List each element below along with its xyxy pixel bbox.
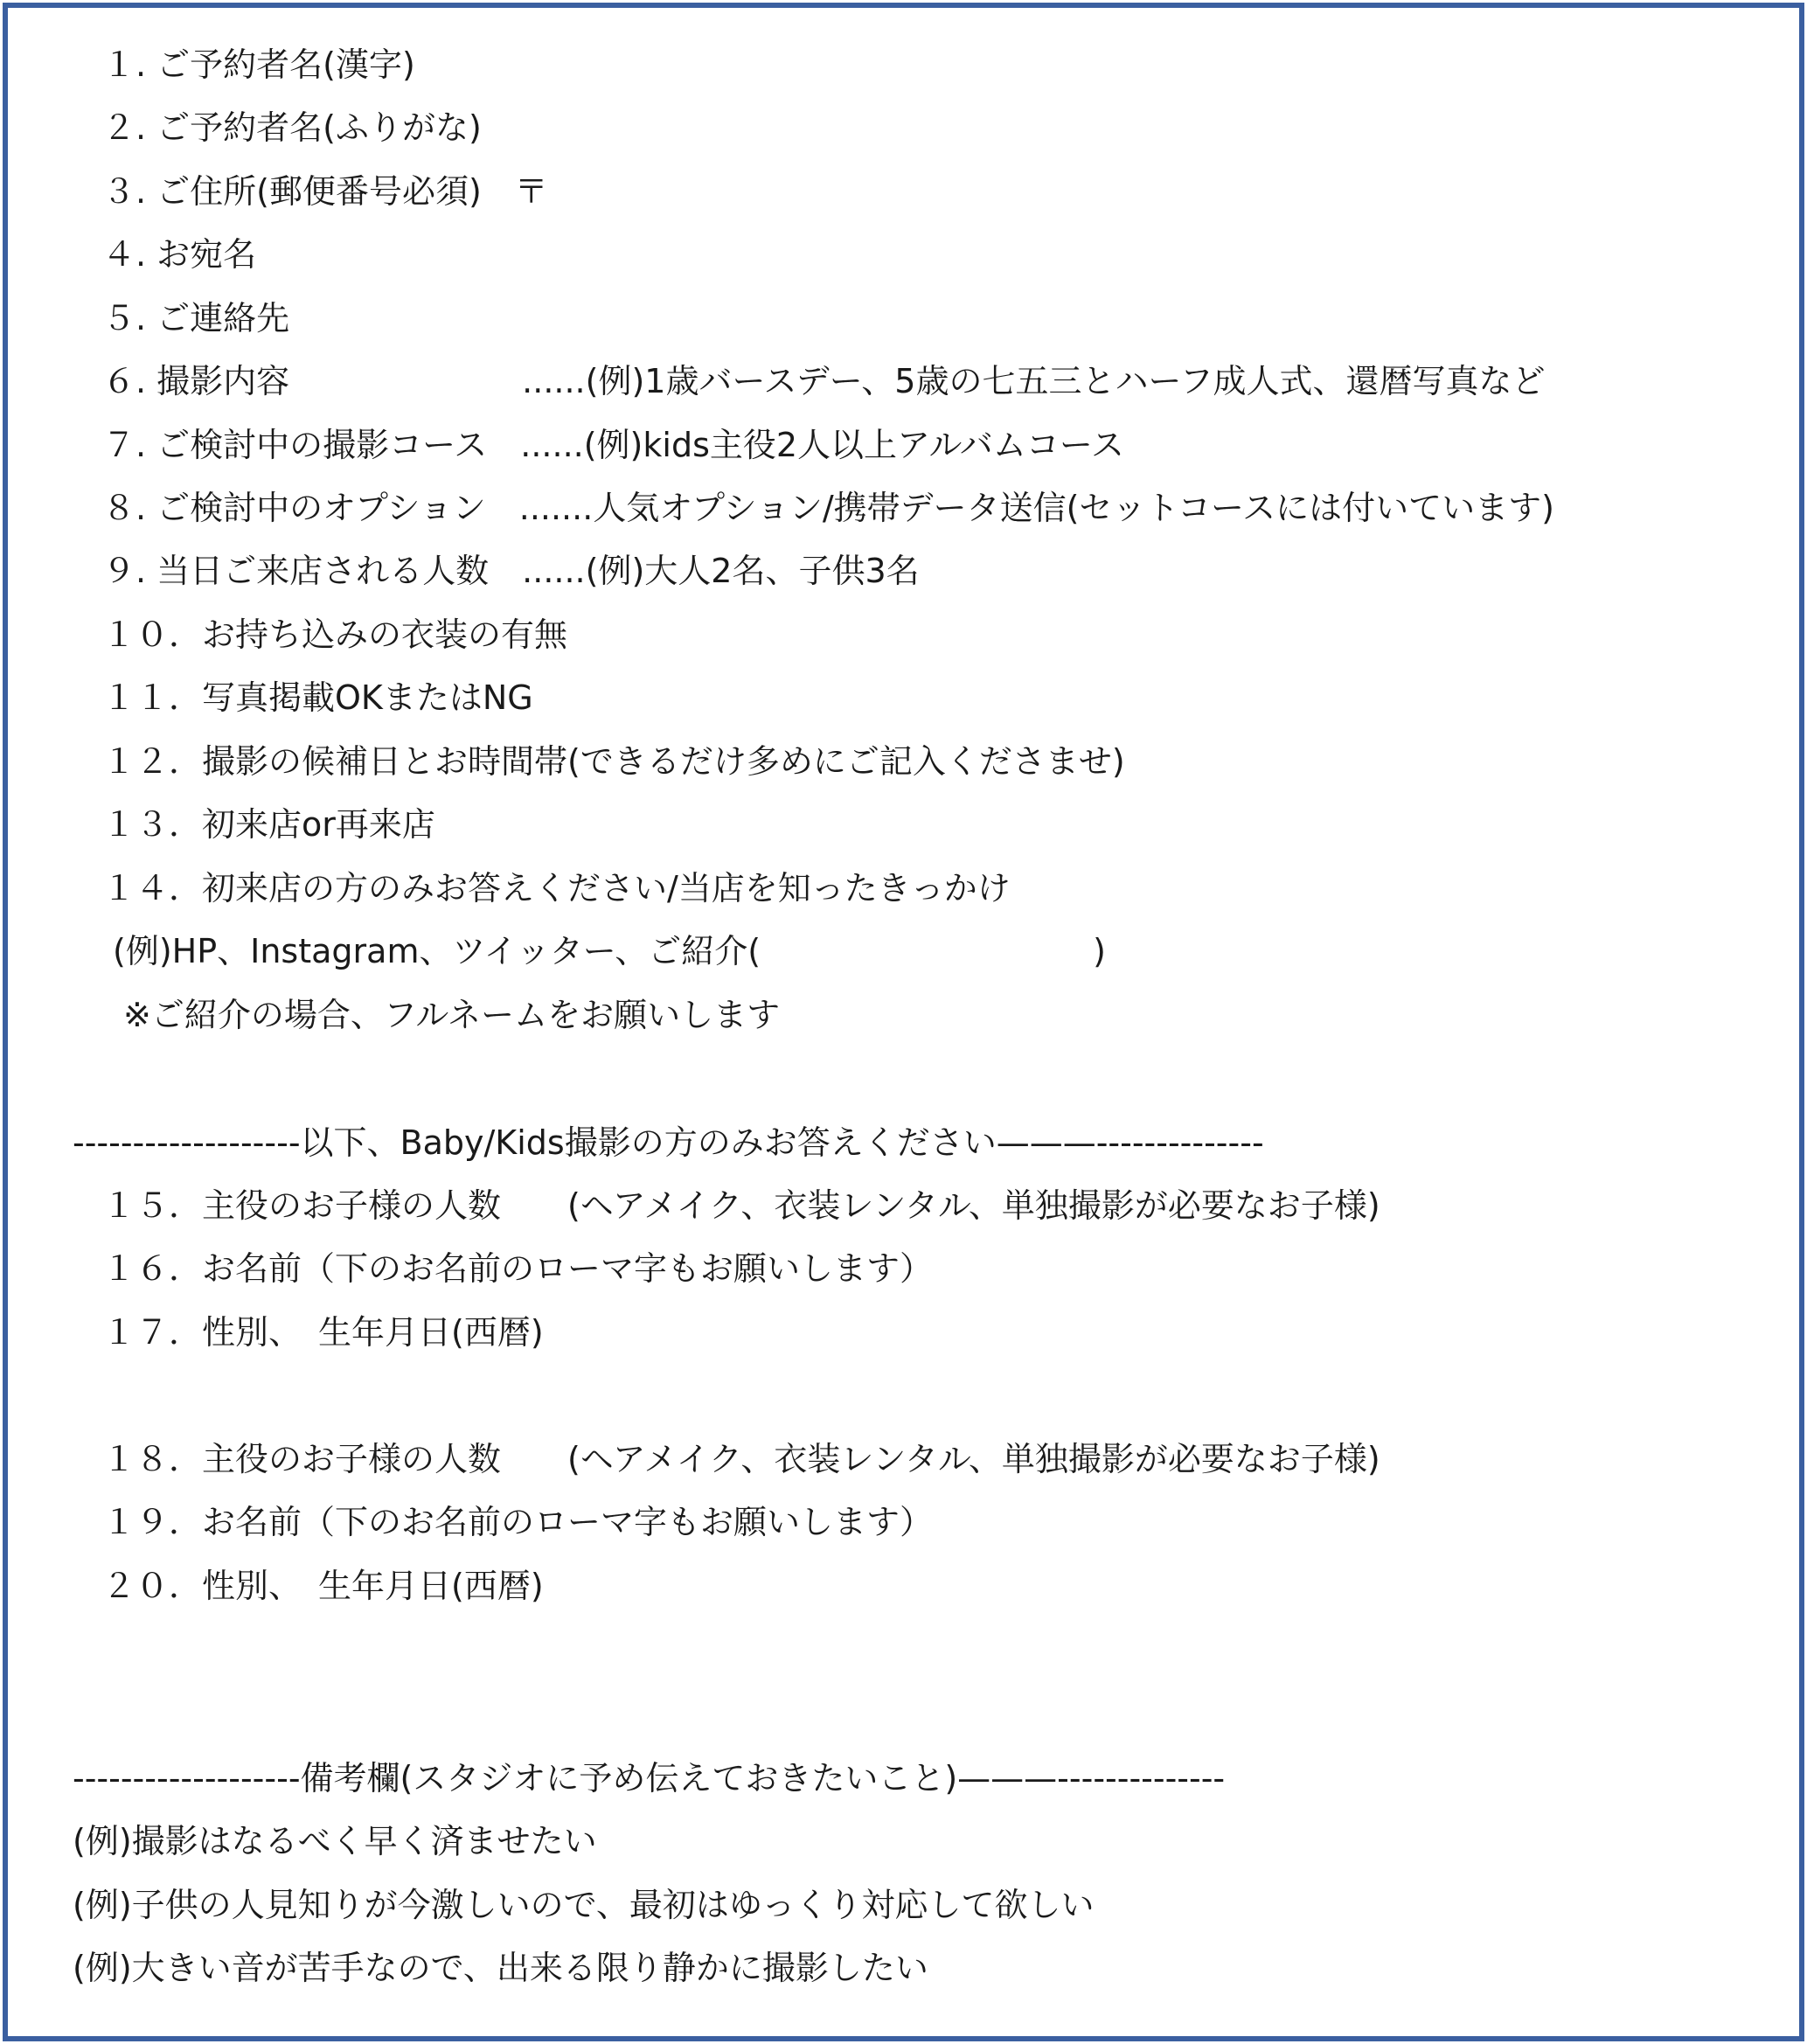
- item-11: １１．写真掲載OKまたはNG: [102, 678, 533, 717]
- item-14: １４．初来店の方のみお答えください/当店を知ったきっかけ: [102, 869, 1011, 907]
- remarks-section-header: -------------------備考欄(スタジオに予め伝えておきたいこと)———--------------: [73, 1759, 1226, 1797]
- item-3: ３. ご住所(郵便番号必須) 〒: [102, 172, 548, 211]
- item-15: １５．主役のお子様の人数 (ヘアメイク、衣装レンタル、単独撮影が必要なお子様): [102, 1186, 1380, 1225]
- item-20: ２０．性別、 生年月日(西暦): [102, 1567, 544, 1605]
- item-6: ６. 撮影内容 ......(例)1歳バースデー、5歳の七五三とハーフ成人式、還暦写真など: [102, 362, 1546, 400]
- item-13: １３．初来店or再来店: [102, 805, 435, 844]
- item-14-example: (例)HP、Instagram、ツイッター、ご紹介( ): [113, 932, 1106, 970]
- item-16: １６．お名前（下のお名前のローマ字もお願いします）: [102, 1249, 934, 1288]
- item-12: １２．撮影の候補日とお時間帯(できるだけ多めにご記入くださませ): [102, 742, 1125, 781]
- remarks-example-1: (例)撮影はなるべく早く済ませたい: [73, 1822, 597, 1860]
- item-17: １７．性別、 生年月日(西暦): [102, 1313, 544, 1352]
- item-1: １. ご予約者名(漢字): [102, 45, 415, 84]
- remarks-example-2: (例)子供の人見知りが今激しいので、最初はゆっくり対応して欲しい: [73, 1886, 1095, 1924]
- item-14-note: ※ご紹介の場合、フルネームをお願いします: [123, 996, 781, 1034]
- item-9: ９. 当日ご来店される人数 ......(例)大人2名、子供3名: [102, 552, 920, 590]
- item-2: ２. ご予約者名(ふりがな): [102, 108, 482, 147]
- remarks-example-3: (例)大きい音が苦手なので、出来る限り静かに撮影したい: [73, 1949, 928, 1987]
- item-5: ５. ご連絡先: [102, 299, 290, 337]
- item-7: ７. ご検討中の撮影コース ......(例)kids主役2人以上アルバムコース: [102, 426, 1124, 464]
- form-frame: [3, 3, 1804, 2041]
- item-4: ４. お宛名: [102, 235, 257, 274]
- item-10: １０．お持ち込みの衣装の有無: [102, 615, 568, 654]
- baby-kids-section-header: -------------------以下、Baby/Kids撮影の方のみお答えください———--------------: [73, 1123, 1264, 1162]
- item-8: ８. ご検討中のオプション .......人気オプション/携帯データ送信(セットコースには付いています): [102, 489, 1554, 527]
- item-18: １８．主役のお子様の人数 (ヘアメイク、衣装レンタル、単独撮影が必要なお子様): [102, 1440, 1380, 1478]
- item-19: １９．お名前（下のお名前のローマ字もお願いします）: [102, 1503, 934, 1541]
